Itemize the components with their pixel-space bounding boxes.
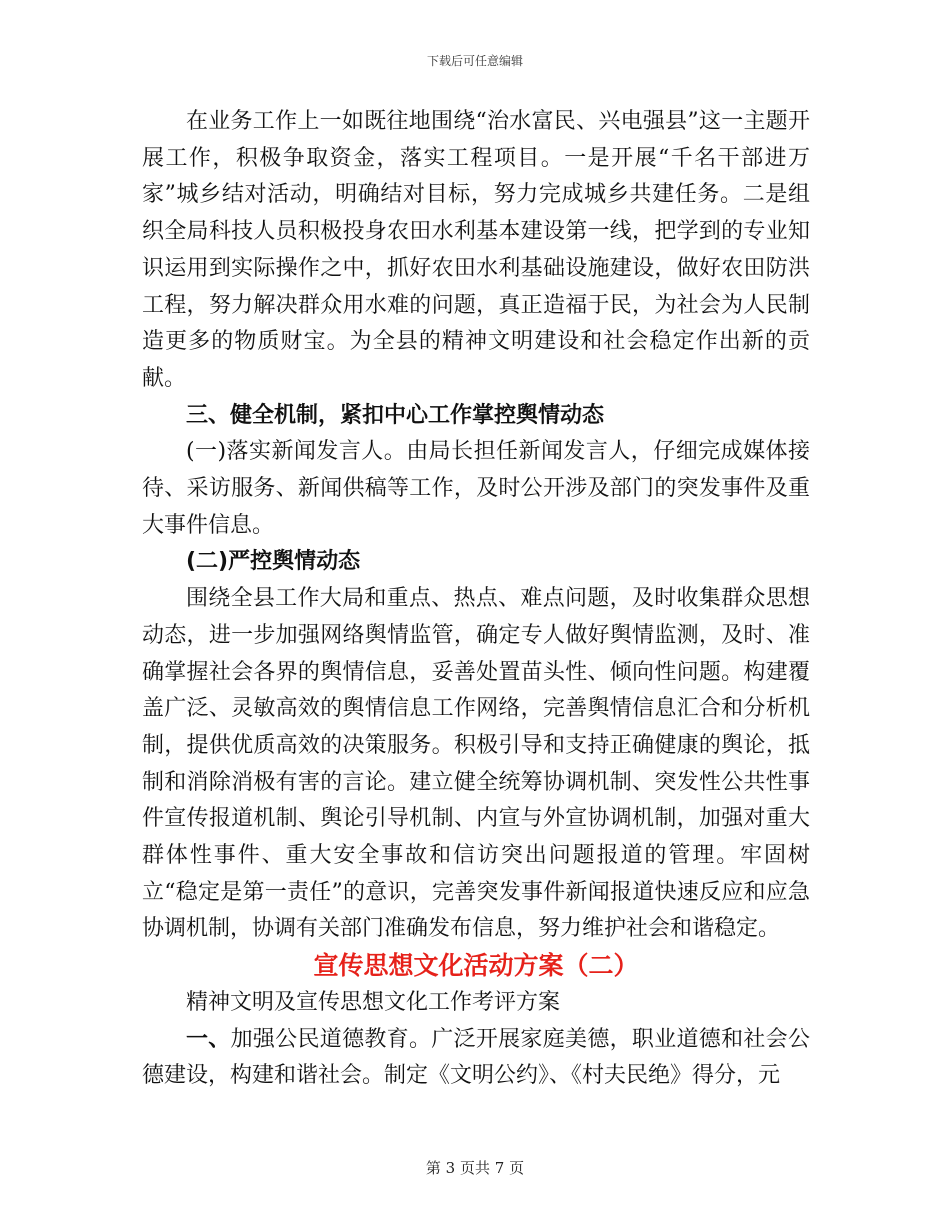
document-body	[142, 104, 810, 1095]
page-header: 下载后可任意编辑	[426, 54, 523, 68]
section-heading-3: 三、健全机制，紧扣中心工作掌控舆情动态	[186, 402, 605, 428]
paragraph-moral-education	[142, 1022, 810, 1095]
document-title-2: 宣传思想文化活动方案（二）	[313, 951, 639, 981]
paragraph-subtitle: 精神文明及宣传思想文化工作考评方案	[186, 989, 561, 1015]
list-marker: 一、	[186, 1026, 231, 1052]
paragraph-moral-education-text: 加强公民道德教育。广泛开展家庭美德，职业道德和社会公德建设，构建和谐社会。制定《文明公约》、《村夫民绝》得分，元	[142, 1026, 810, 1089]
subsection-heading-2: (二)严控舆情动态	[186, 549, 361, 575]
paragraph-work: 在业务工作上一如既往地围绕“治水富民、兴电强县”这一主题开展工作，积极争取资金，落实工程项目。一是开展“千名干部进万家”城乡结对活动，明确结对目标，努力完成城乡共建任务。二是组织全局科技人员积极投身农田水利基本建设第一线，把学到的专业知识运用到实际操作之中，抓好农田水利基础设施建设，做好农田防洪工程，努力解决群众用水难的问题，真正造福于民，为社会为人民制造更多的物质财宝。为全县的精神文明建设和社会稳定作出新的贡献。	[142, 109, 810, 391]
paragraph-spokesperson: (一)落实新闻发言人。由局长担任新闻发言人，仔细完成媒体接待、采访服务、新闻供稿等工作，及时公开涉及部门的突发事件及重大事件信息。	[142, 439, 810, 538]
paragraph-public-opinion: 围绕全县工作大局和重点、热点、难点问题，及时收集群众思想动态，进一步加强网络舆情监管，确定专人做好舆情监测，及时、准确掌握社会各界的舆情信息，妥善处置苗头性、倾向性问题。构建覆盖广泛、灵敏高效的舆情信息工作网络，完善舆情信息汇合和分析机制，提供优质高效的决策服务。积极引导和支持正确健康的舆论，抵制和消除消极有害的言论。建立健全统筹协调机制、突发性公共性事件宣传报道机制、舆论引导机制、内宣与外宣协调机制，加强对重大群体性事件、重大安全事故和信访突出问题报道的管理。牢固树立“稳定是第一责任”的意识，完善突发事件新闻报道快速反应和应急协调机制，协调有关部门准确发布信息，努力维护社会和谐稳定。	[142, 586, 810, 942]
page-footer: 第 3 页共 7 页	[425, 1159, 525, 1177]
